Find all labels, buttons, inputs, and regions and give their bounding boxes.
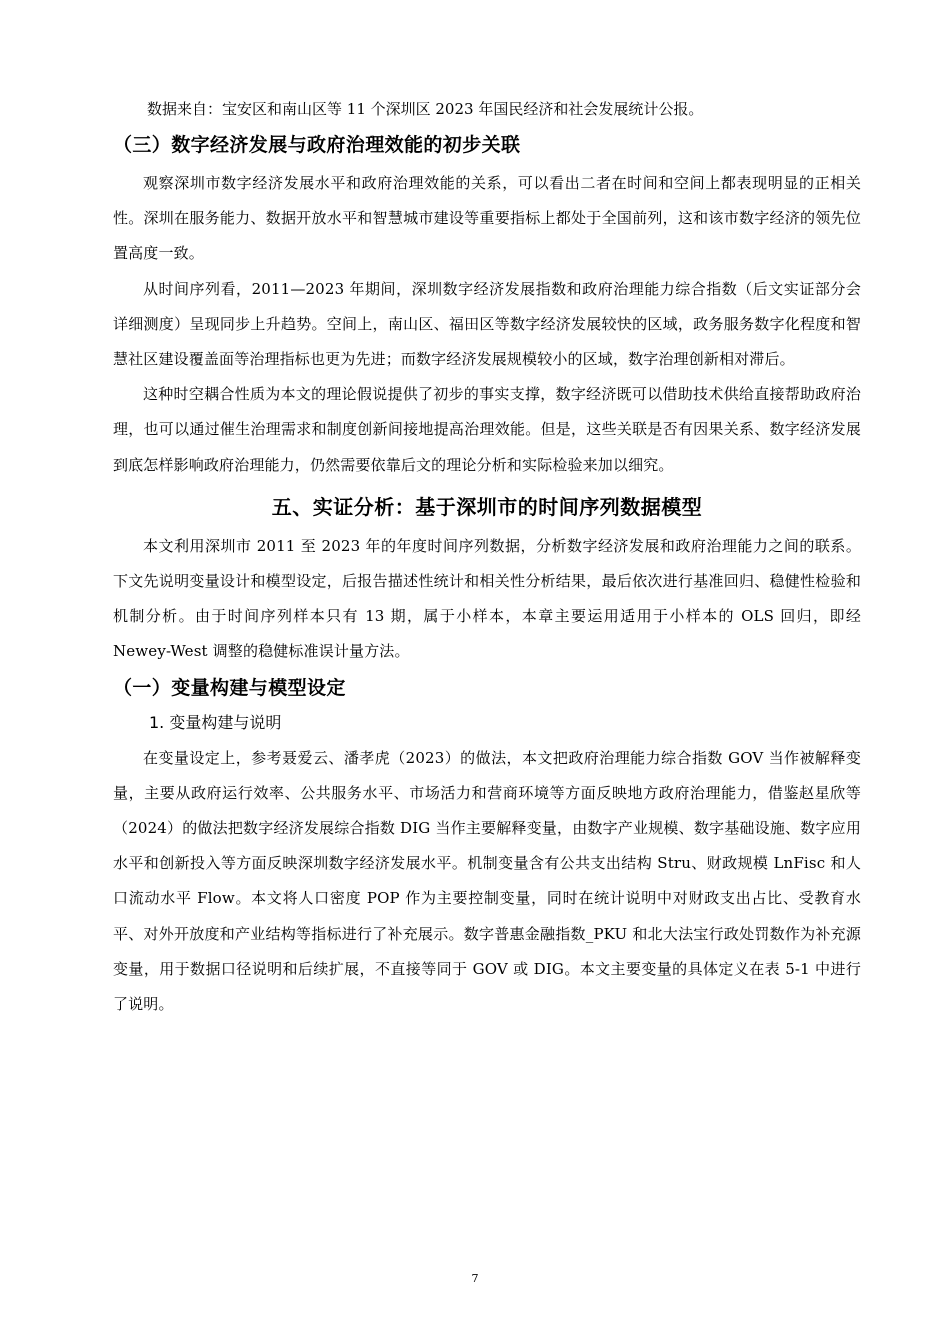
section-3-heading: （三）数字经济发展与政府治理效能的初步关联: [113, 134, 521, 156]
section-3-paragraph-3: 这种时空耦合性质为本文的理论假说提供了初步的事实支撑，数字经济既可以借助技术供给直接帮助政府治理，也可以通过催生治理需求和制度创新间接地提高治理效能。但是，这些关联是否有因果关系、数字经济发展到底怎样影响政府治理能力，仍然需要依靠后文的理论分析和实际检验来加以细究。: [113, 385, 861, 474]
data-source-note: 数据来自：宝安区和南山区等 11 个深圳区 2023 年国民经济和社会发展统计公报。: [147, 100, 704, 118]
chapter-5-heading: 五、实证分析：基于深圳市的时间序列数据模型: [271, 494, 703, 519]
section-3-paragraph-1: 观察深圳市数字经济发展水平和政府治理效能的关系，可以看出二者在时间和空间上都表现明显的正相关性。深圳在服务能力、数据开放水平和智慧城市建设等重要指标上都处于全国前列，这和该市数字经济的领先位置高度一致。: [113, 174, 861, 263]
page-content: [113, 92, 861, 1022]
section-3-paragraph-2: 从时间序列看，2011—2023 年期间，深圳数字经济发展指数和政府治理能力综合指数（后文实证部分会详细测度）呈现同步上升趋势。空间上，南山区、福田区等数字经济发展较快的区域，政务服务数字化程度和智慧社区建设覆盖面等治理指标也更为先进；而数字经济发展规模较小的区域，数字治理创新相对滞后。: [113, 279, 861, 369]
page-number: 7: [471, 1272, 479, 1285]
section-5-1-heading: （一）变量构建与模型设定: [113, 676, 346, 699]
subsection-5-1-1-paragraph: 在变量设定上，参考聂爱云、潘孝虎（2023）的做法，本文把政府治理能力综合指数 GOV 当作被解释变量，主要从政府运行效率、公共服务水平、市场活力和营商环境等方面反映地方政府治理能力，借鉴赵星欣等（2024）的做法把数字经济发展综合指数 DIG 当作主要解释变量，由数字产业规模、数字基础设施、数字应用水平和创新投入等方面反映深圳数字经济发展水平。机制变量含有公共支出结构 Stru、财政规模 LnFisc 和人口流动水平 Flow。本文将人口密度 POP 作为主要控制变量，同时在统计说明中对财政支出占比、受教育水平、对外开放度和产业结构等指标进行了补充展示。数字普惠金融指数_PKU 和北大法宝行政处罚数作为补充源变量，用于数据口径说明和后续扩展，不直接等同于 GOV 或 DIG。本文主要变量的具体定义在表 5-1 中进行了说明。: [113, 748, 861, 1014]
subsection-5-1-1-heading: 1. 变量构建与说明: [149, 712, 282, 732]
chapter-5-intro-paragraph: 本文利用深圳市 2011 至 2023 年的年度时间序列数据，分析数字经济发展和政府治理能力之间的联系。下文先说明变量设计和模型设定，后报告描述性统计和相关性分析结果，最后依次进行基准回归、稳健性检验和机制分析。由于时间序列样本只有 13 期，属于小样本，本章主要运用适用于小样本的 OLS 回归，即经 Newey-West 调整的稳健标准误计量方法。: [113, 536, 861, 661]
